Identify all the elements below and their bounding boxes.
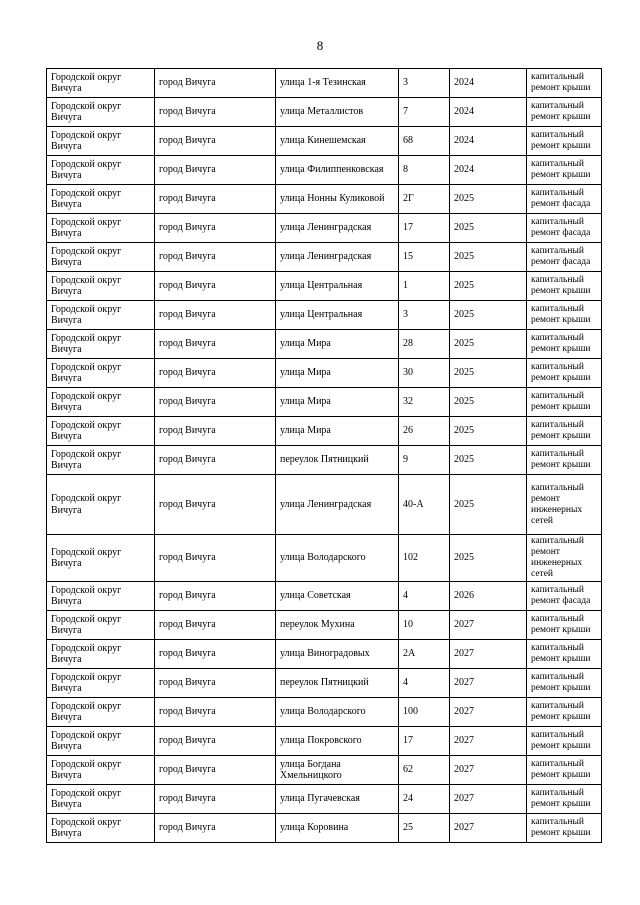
cell-district: Городской округ Вичуга: [47, 535, 155, 582]
cell-work-type: капитальный ремонт крыши: [527, 69, 602, 98]
cell-year: 2026: [450, 582, 527, 611]
cell-work-type: капитальный ремонт крыши: [527, 330, 602, 359]
cell-year: 2025: [450, 272, 527, 301]
cell-work-type: капитальный ремонт крыши: [527, 814, 602, 843]
cell-year: 2025: [450, 475, 527, 535]
cell-district: Городской округ Вичуга: [47, 301, 155, 330]
cell-house-number: 2А: [399, 640, 450, 669]
table-row: [47, 475, 602, 535]
cell-city: город Вичуга: [155, 535, 276, 582]
cell-city: город Вичуга: [155, 727, 276, 756]
cell-year: 2025: [450, 446, 527, 475]
cell-street: улица Мира: [276, 330, 399, 359]
cell-city: город Вичуга: [155, 475, 276, 535]
table-row: [47, 359, 602, 388]
cell-year: 2027: [450, 640, 527, 669]
cell-work-type: капитальный ремонт фасада: [527, 243, 602, 272]
cell-house-number: 32: [399, 388, 450, 417]
cell-street: улица Покровского: [276, 727, 399, 756]
cell-street: улица Мира: [276, 417, 399, 446]
cell-street: улица Володарского: [276, 535, 399, 582]
cell-work-type: капитальный ремонт крыши: [527, 272, 602, 301]
cell-year: 2025: [450, 185, 527, 214]
cell-work-type: капитальный ремонт крыши: [527, 127, 602, 156]
table-row: [47, 698, 602, 727]
cell-work-type: капитальный ремонт крыши: [527, 640, 602, 669]
cell-city: город Вичуга: [155, 640, 276, 669]
cell-house-number: 15: [399, 243, 450, 272]
page-number: 8: [316, 38, 324, 53]
cell-street: улица Ленинградская: [276, 214, 399, 243]
cell-work-type: капитальный ремонт фасада: [527, 185, 602, 214]
cell-work-type: капитальный ремонт крыши: [527, 446, 602, 475]
cell-district: Городской округ Вичуга: [47, 98, 155, 127]
repair-schedule-table: [46, 68, 602, 843]
cell-year: 2025: [450, 301, 527, 330]
cell-street: улица Центральная: [276, 301, 399, 330]
cell-district: Городской округ Вичуга: [47, 243, 155, 272]
cell-city: город Вичуга: [155, 698, 276, 727]
cell-work-type: капитальный ремонт крыши: [527, 388, 602, 417]
cell-house-number: 3: [399, 69, 450, 98]
cell-year: 2024: [450, 69, 527, 98]
cell-street: улица Филиппенковская: [276, 156, 399, 185]
cell-street: переулок Пятницкий: [276, 669, 399, 698]
cell-house-number: 7: [399, 98, 450, 127]
cell-year: 2025: [450, 359, 527, 388]
cell-city: город Вичуга: [155, 185, 276, 214]
cell-city: город Вичуга: [155, 127, 276, 156]
cell-district: Городской округ Вичуга: [47, 669, 155, 698]
cell-street: улица Мира: [276, 388, 399, 417]
cell-year: 2027: [450, 727, 527, 756]
table-row: [47, 185, 602, 214]
cell-district: Городской округ Вичуга: [47, 698, 155, 727]
table-row: [47, 330, 602, 359]
cell-street: переулок Пятницкий: [276, 446, 399, 475]
cell-house-number: 1: [399, 272, 450, 301]
cell-city: город Вичуга: [155, 156, 276, 185]
cell-house-number: 100: [399, 698, 450, 727]
cell-work-type: капитальный ремонт крыши: [527, 785, 602, 814]
cell-city: город Вичуга: [155, 69, 276, 98]
cell-city: город Вичуга: [155, 756, 276, 785]
cell-city: город Вичуга: [155, 330, 276, 359]
cell-street: улица Ленинградская: [276, 243, 399, 272]
table-row: [47, 214, 602, 243]
cell-year: 2025: [450, 330, 527, 359]
cell-year: 2025: [450, 243, 527, 272]
table-row: [47, 388, 602, 417]
cell-house-number: 8: [399, 156, 450, 185]
table-row: [47, 785, 602, 814]
cell-district: Городской округ Вичуга: [47, 417, 155, 446]
table-row: [47, 446, 602, 475]
cell-house-number: 4: [399, 582, 450, 611]
cell-house-number: 24: [399, 785, 450, 814]
cell-year: 2027: [450, 698, 527, 727]
table-row: [47, 301, 602, 330]
cell-house-number: 68: [399, 127, 450, 156]
cell-house-number: 25: [399, 814, 450, 843]
cell-city: город Вичуга: [155, 446, 276, 475]
cell-year: 2027: [450, 814, 527, 843]
cell-year: 2027: [450, 611, 527, 640]
cell-work-type: капитальный ремонт крыши: [527, 359, 602, 388]
table-body: [47, 69, 602, 843]
cell-house-number: 30: [399, 359, 450, 388]
cell-house-number: 62: [399, 756, 450, 785]
cell-district: Городской округ Вичуга: [47, 582, 155, 611]
cell-district: Городской округ Вичуга: [47, 272, 155, 301]
cell-district: Городской округ Вичуга: [47, 214, 155, 243]
table-row: [47, 727, 602, 756]
cell-street: улица Володарского: [276, 698, 399, 727]
cell-work-type: капитальный ремонт фасада: [527, 214, 602, 243]
table-row: [47, 417, 602, 446]
cell-district: Городской округ Вичуга: [47, 785, 155, 814]
table-row: [47, 69, 602, 98]
cell-house-number: 10: [399, 611, 450, 640]
table-row: [47, 127, 602, 156]
table-row: [47, 156, 602, 185]
cell-year: 2025: [450, 214, 527, 243]
cell-house-number: 26: [399, 417, 450, 446]
cell-district: Городской округ Вичуга: [47, 727, 155, 756]
cell-street: улица Виноградовых: [276, 640, 399, 669]
cell-street: улица Ленинградская: [276, 475, 399, 535]
cell-street: улица Коровина: [276, 814, 399, 843]
cell-work-type: капитальный ремонт крыши: [527, 698, 602, 727]
table-row: [47, 272, 602, 301]
table-row: [47, 756, 602, 785]
cell-house-number: 17: [399, 727, 450, 756]
cell-work-type: капитальный ремонт крыши: [527, 727, 602, 756]
cell-street: улица Богдана Хмельницкого: [276, 756, 399, 785]
cell-city: город Вичуга: [155, 301, 276, 330]
cell-city: город Вичуга: [155, 272, 276, 301]
cell-city: город Вичуга: [155, 214, 276, 243]
cell-city: город Вичуга: [155, 814, 276, 843]
cell-work-type: капитальный ремонт крыши: [527, 756, 602, 785]
cell-district: Городской округ Вичуга: [47, 611, 155, 640]
cell-street: улица 1-я Тезинская: [276, 69, 399, 98]
cell-city: город Вичуга: [155, 417, 276, 446]
table-row: [47, 814, 602, 843]
cell-district: Городской округ Вичуга: [47, 69, 155, 98]
cell-street: улица Нонны Куликовой: [276, 185, 399, 214]
cell-work-type: капитальный ремонт крыши: [527, 156, 602, 185]
cell-house-number: 40-А: [399, 475, 450, 535]
cell-city: город Вичуга: [155, 669, 276, 698]
cell-city: город Вичуга: [155, 98, 276, 127]
cell-house-number: 4: [399, 669, 450, 698]
cell-district: Городской округ Вичуга: [47, 156, 155, 185]
cell-work-type: капитальный ремонт крыши: [527, 611, 602, 640]
cell-house-number: 28: [399, 330, 450, 359]
cell-city: город Вичуга: [155, 388, 276, 417]
cell-district: Городской округ Вичуга: [47, 388, 155, 417]
cell-year: 2025: [450, 535, 527, 582]
cell-street: улица Советская: [276, 582, 399, 611]
table-row: [47, 535, 602, 582]
cell-work-type: капитальный ремонт инженерных сетей: [527, 475, 602, 535]
cell-work-type: капитальный ремонт фасада: [527, 582, 602, 611]
cell-city: город Вичуга: [155, 359, 276, 388]
cell-year: 2027: [450, 756, 527, 785]
table-row: [47, 640, 602, 669]
table-row: [47, 669, 602, 698]
table-row: [47, 611, 602, 640]
cell-district: Городской округ Вичуга: [47, 330, 155, 359]
cell-city: город Вичуга: [155, 582, 276, 611]
cell-year: 2024: [450, 156, 527, 185]
cell-year: 2025: [450, 388, 527, 417]
cell-year: 2024: [450, 98, 527, 127]
cell-city: город Вичуга: [155, 243, 276, 272]
cell-house-number: 9: [399, 446, 450, 475]
cell-city: город Вичуга: [155, 785, 276, 814]
cell-house-number: 2Г: [399, 185, 450, 214]
cell-house-number: 17: [399, 214, 450, 243]
table-row: [47, 582, 602, 611]
cell-year: 2027: [450, 669, 527, 698]
table-row: [47, 243, 602, 272]
cell-district: Городской округ Вичуга: [47, 640, 155, 669]
cell-house-number: 3: [399, 301, 450, 330]
cell-district: Городской округ Вичуга: [47, 756, 155, 785]
cell-street: улица Металлистов: [276, 98, 399, 127]
cell-work-type: капитальный ремонт крыши: [527, 417, 602, 446]
cell-work-type: капитальный ремонт крыши: [527, 98, 602, 127]
cell-street: улица Кинешемская: [276, 127, 399, 156]
cell-district: Городской округ Вичуга: [47, 446, 155, 475]
cell-district: Городской округ Вичуга: [47, 127, 155, 156]
cell-year: 2025: [450, 417, 527, 446]
cell-work-type: капитальный ремонт инженерных сетей: [527, 535, 602, 582]
table-row: [47, 98, 602, 127]
cell-year: 2024: [450, 127, 527, 156]
cell-work-type: капитальный ремонт крыши: [527, 301, 602, 330]
cell-district: Городской округ Вичуга: [47, 359, 155, 388]
cell-district: Городской округ Вичуга: [47, 814, 155, 843]
cell-year: 2027: [450, 785, 527, 814]
cell-city: город Вичуга: [155, 611, 276, 640]
cell-district: Городской округ Вичуга: [47, 185, 155, 214]
cell-house-number: 102: [399, 535, 450, 582]
cell-street: улица Пугачевская: [276, 785, 399, 814]
cell-street: улица Мира: [276, 359, 399, 388]
cell-street: улица Центральная: [276, 272, 399, 301]
cell-street: переулок Мухина: [276, 611, 399, 640]
cell-district: Городской округ Вичуга: [47, 475, 155, 535]
cell-work-type: капитальный ремонт крыши: [527, 669, 602, 698]
